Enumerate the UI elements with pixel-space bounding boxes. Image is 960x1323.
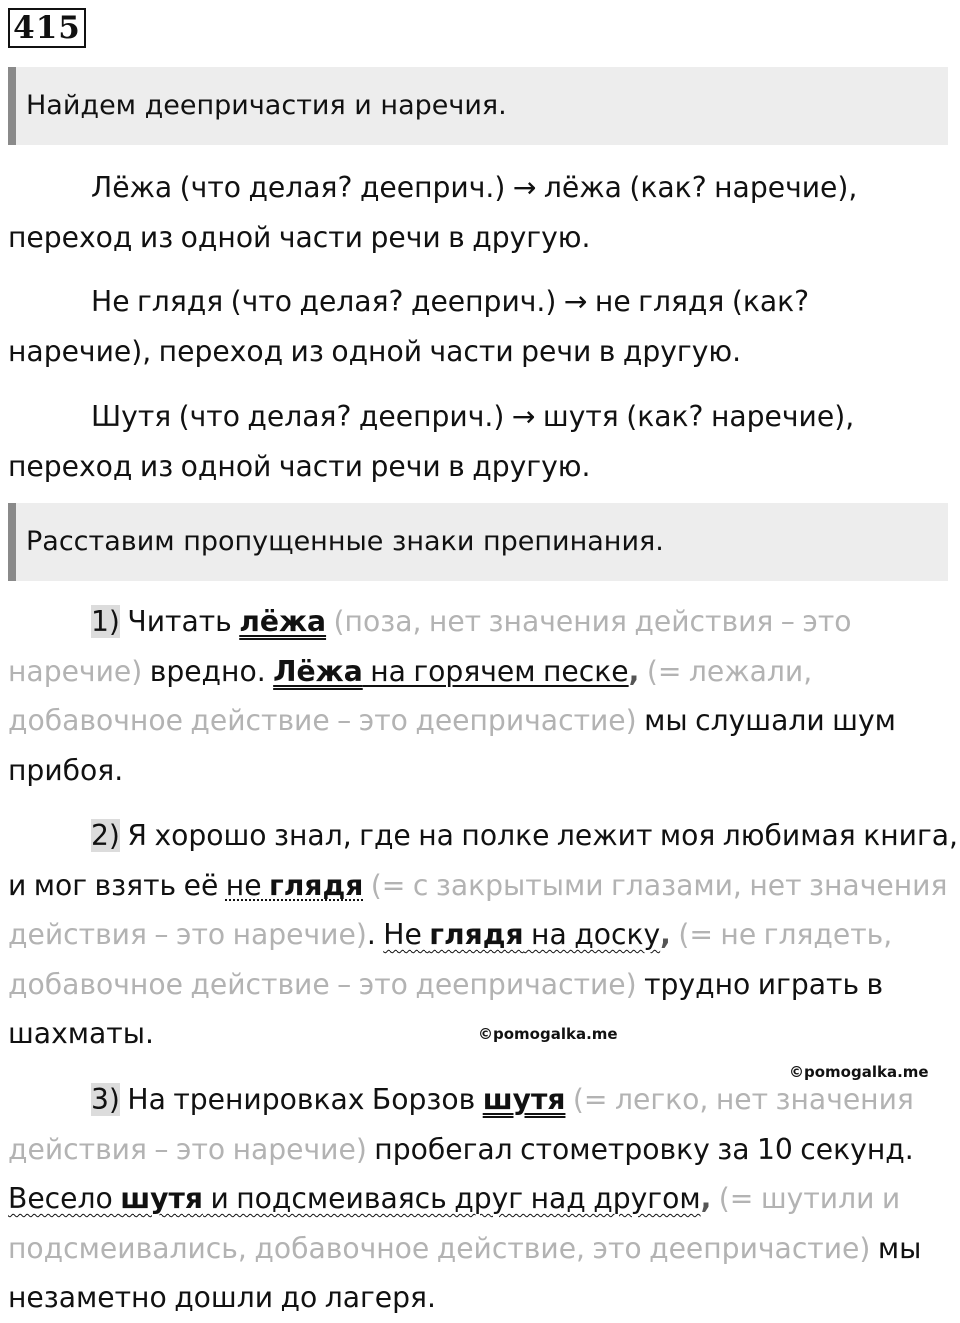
sentence-text: трудно играть в шахматы.	[8, 967, 884, 1050]
adverb-word: шутя	[482, 1083, 566, 1116]
sentence-text: вредно.	[142, 654, 274, 688]
explanation-note: (= не глядеть, добавочное действие – это деепричастие)	[8, 918, 893, 1001]
example-number: 1)	[91, 605, 120, 638]
example-2	[8, 811, 958, 1059]
example-1	[8, 597, 958, 795]
explanation-note: (= лежали, добавочное действие – это деепричастие)	[8, 654, 813, 737]
section-title: Расставим пропущенные знаки препинания.	[26, 526, 664, 557]
analysis-paragraph-2: Не глядя (что делая? дееприч.) → не глядя (как? наречие), переход из одной части речи в другую.	[8, 285, 810, 368]
gerund-phrase	[8, 1182, 701, 1215]
gerund-phrase: на горячем песке	[362, 654, 629, 688]
section-banner-find	[8, 67, 948, 145]
watermark: ©pomogalka.me	[789, 1063, 929, 1081]
sentence-text: Читать	[119, 605, 240, 638]
sentence-text: мы слушали шум прибоя.	[8, 704, 896, 787]
particle: Не	[383, 918, 430, 951]
gerund-phrase-part: и подсмеиваясь друг над другом	[203, 1182, 701, 1215]
gerund-word: глядя	[429, 918, 524, 951]
adverb-word: лёжа	[239, 605, 327, 638]
sentence-text: .	[366, 918, 384, 951]
gerund-word: Лёжа	[273, 654, 363, 688]
gerund-phrase-part: Весело	[8, 1182, 121, 1215]
sentence-text: мы незаметно дошли до лагеря.	[8, 1231, 922, 1314]
example-number: 3)	[91, 1083, 120, 1116]
gerund-phrase	[383, 918, 660, 951]
adverb-core: глядя	[269, 868, 364, 902]
inserted-comma: ,	[628, 654, 640, 688]
section-banner-punctuation	[8, 503, 948, 581]
example-3	[8, 1075, 958, 1323]
example-number: 2)	[91, 819, 120, 852]
adverb-word	[226, 869, 364, 902]
watermark: ©pomogalka.me	[478, 1025, 618, 1043]
section-title: Найдем деепричастия и наречия.	[26, 90, 507, 121]
analysis-paragraph-3: Шутя (что делая? дееприч.) → шутя (как? наречие), переход из одной части речи в другую.	[8, 400, 855, 483]
analysis-paragraph-1: Лёжа (что делая? дееприч.) → лёжа (как? наречие), переход из одной части речи в другую.	[8, 171, 858, 254]
gerund-word: шутя	[120, 1182, 203, 1215]
particle: не	[225, 868, 269, 902]
explanation-note: (= с закрытыми глазами, нет значения действия – это наречие)	[8, 868, 948, 951]
sentence-text: На тренировках Борзов	[119, 1083, 483, 1116]
explanation-note: (= шутили и подсмеивались, добавочное действие, это деепричастие)	[8, 1182, 901, 1265]
explanation-note: (= легко, нет значения действия – это наречие)	[8, 1083, 914, 1166]
gerund-phrase-rest: на доску	[523, 918, 661, 951]
sentence-text: пробегал стометровку за 10 секунд.	[366, 1132, 914, 1166]
sentence-text: Я хорошо знал, где на полке лежит моя любимая книга, и мог взять её	[8, 819, 959, 902]
task-number: 415	[8, 8, 86, 48]
explanation-note: (поза, нет значения действия – это наречие)	[8, 605, 852, 688]
inserted-comma: ,	[660, 918, 671, 951]
inserted-comma: ,	[700, 1182, 712, 1215]
